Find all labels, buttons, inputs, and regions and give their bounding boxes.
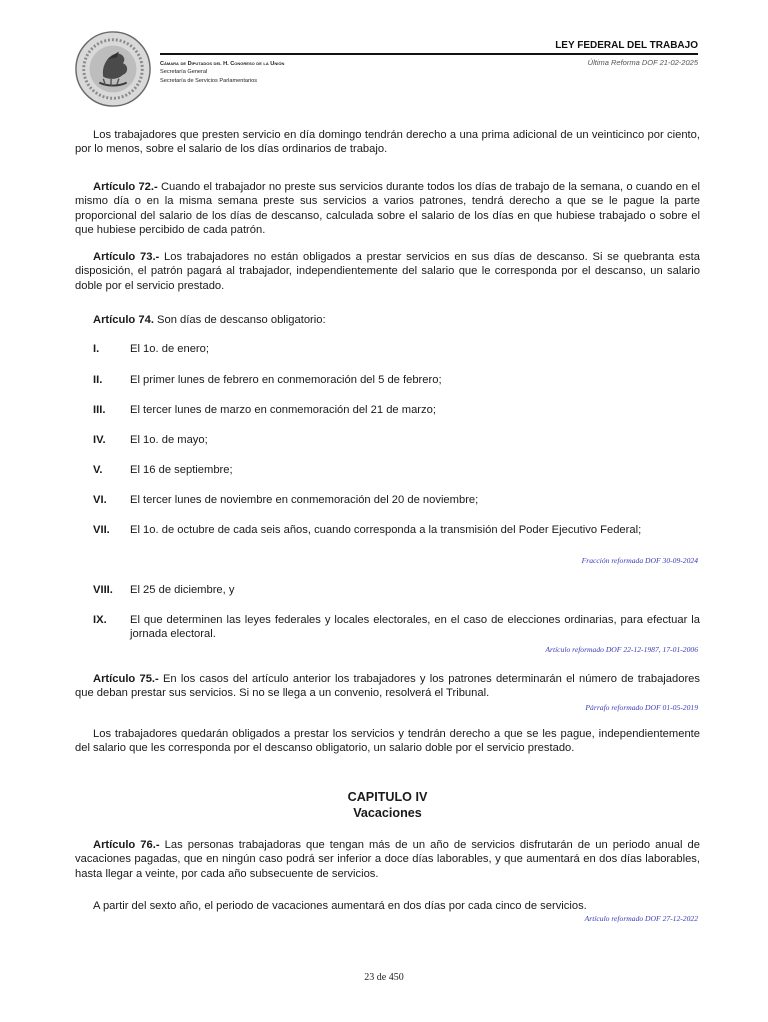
list-item [93,583,700,597]
list-item [93,373,700,387]
page-number: 23 de 450 [364,972,404,983]
list-item [93,342,700,356]
list-item-text: El 25 de diciembre, y [130,584,235,596]
list-item-number: IV. [93,434,106,446]
secretaria-general: Secretaría General [160,69,208,76]
list-item-number: V. [93,464,103,476]
list-item-text: El tercer lunes de noviembre en conmemoración del 20 de noviembre; [130,494,479,506]
last-reform: Última Reforma DOF 21-02-2025 [587,58,698,67]
list-item-number: IX. [93,614,107,626]
list-item [93,493,700,507]
law-title: LEY FEDERAL DEL TRABAJO [555,40,698,51]
list-item-text: El tercer lunes de marzo en conmemoración del 21 de marzo; [130,404,436,416]
reform-note: Párrafo reformado DOF 01-05-2019 [585,703,698,712]
article-76-text: Las personas trabajadoras que tengan más de un año de servicios disfrutarán de un periodo anual de vacaciones pagadas, que en ningún caso podrá ser inferior a doce días laborables, y que aumentará en dos días laborables, hasta llegar a veinte, por cada año subsecuente de servicios. [75,839,700,880]
list-item-number: VII. [93,524,110,536]
article-75 [75,672,700,701]
list-item [93,613,700,642]
list-item-number: II. [93,374,103,386]
article-75-text: En los casos del artículo anterior los trabajadores y los patrones determinarán el número de trabajadores que deban prestar sus servicios. Si no se llega a un convenio, resolverá el Tribunal. [75,673,700,700]
list-item [93,523,700,537]
list-item-text: El 1o. de octubre de cada seis años, cuando corresponda a la transmisión del Poder Ejecutivo Federal; [130,524,642,536]
institution-block [160,60,284,85]
article-76-label: Artículo 76.- [93,839,160,851]
secretaria-servicios: Secretaría de Servicios Parlamentarios [160,77,258,84]
article-74 [75,313,700,327]
institution-name: Cámara de Diputados del H. Congreso de la Unión [160,61,285,67]
article-74-text: Son días de descanso obligatorio: [153,314,326,326]
list-item-text: El que determinen las leyes federales y locales electorales, en el caso de elecciones ordinarias, para efectuar la jornada electoral. [130,614,700,641]
article-72 [75,180,700,238]
list-item-number: III. [93,404,106,416]
article-76 [75,838,700,881]
header-rule [160,53,698,55]
article-73-text: Los trabajadores no están obligados a prestar servicios en sus días de descanso. Si se quebranta esta disposición, el patrón pagará al trabajador, independientemente del salario que le corresponda por el descanso, un salario doble por el servicio prestado. [75,251,700,292]
list-item-text: El 1o. de enero; [130,343,209,355]
article-74-label: Artículo 74. [93,314,154,326]
list-item-number: VI. [93,494,107,506]
reform-note: Fracción reformada DOF 30-09-2024 [581,556,698,565]
list-item-text: El 1o. de mayo; [130,434,208,446]
article-75-label: Artículo 75.- [93,673,159,685]
article-73-label: Artículo 73.- [93,251,160,263]
list-item-number: VIII. [93,584,113,596]
list-item [93,403,700,417]
list-item-text: El 16 de septiembre; [130,464,233,476]
chapter-title: Vacaciones [353,806,422,820]
reform-note: Artículo reformado DOF 27-12-2022 [584,914,698,923]
mexico-coat-of-arms-icon [74,30,152,108]
list-item [93,463,700,477]
article-72-label: Artículo 72.- [93,181,158,193]
list-item [93,433,700,447]
article-76-paragraph-2: A partir del sexto año, el periodo de vacaciones aumentará en dos días por cada cinco de servicios. [93,900,587,912]
article-73 [75,250,700,293]
list-item-number: I. [93,343,100,355]
article-75-paragraph-2: Los trabajadores quedarán obligados a prestar los servicios y tendrán derecho a que se les pague, independientemente del salario que les corresponda por el descanso obligatorio, un salario doble por el servicio prestado. [75,728,700,755]
intro-paragraph: Los trabajadores que presten servicio en día domingo tendrán derecho a una prima adicional de un veinticinco por ciento, por lo menos, sobre el salario de los días ordinarios de trabajo. [75,129,700,156]
chapter-number: CAPITULO IV [347,790,428,804]
list-item-text: El primer lunes de febrero en conmemoración del 5 de febrero; [130,374,442,386]
reform-note: Artículo reformado DOF 22-12-1987, 17-01-2006 [545,645,698,654]
article-72-text: Cuando el trabajador no preste sus servicios durante todos los días de trabajo de la semana, o cuando en el mismo día o en la misma semana preste sus servicios a varios patrones, tendrá derecho a que se le pague la parte proporcional del salario de los días de descanso, calculada sobre el salario de los días en que hubiese trabajado o sobre el que hubiese percibido de cada patrón. [75,181,700,237]
